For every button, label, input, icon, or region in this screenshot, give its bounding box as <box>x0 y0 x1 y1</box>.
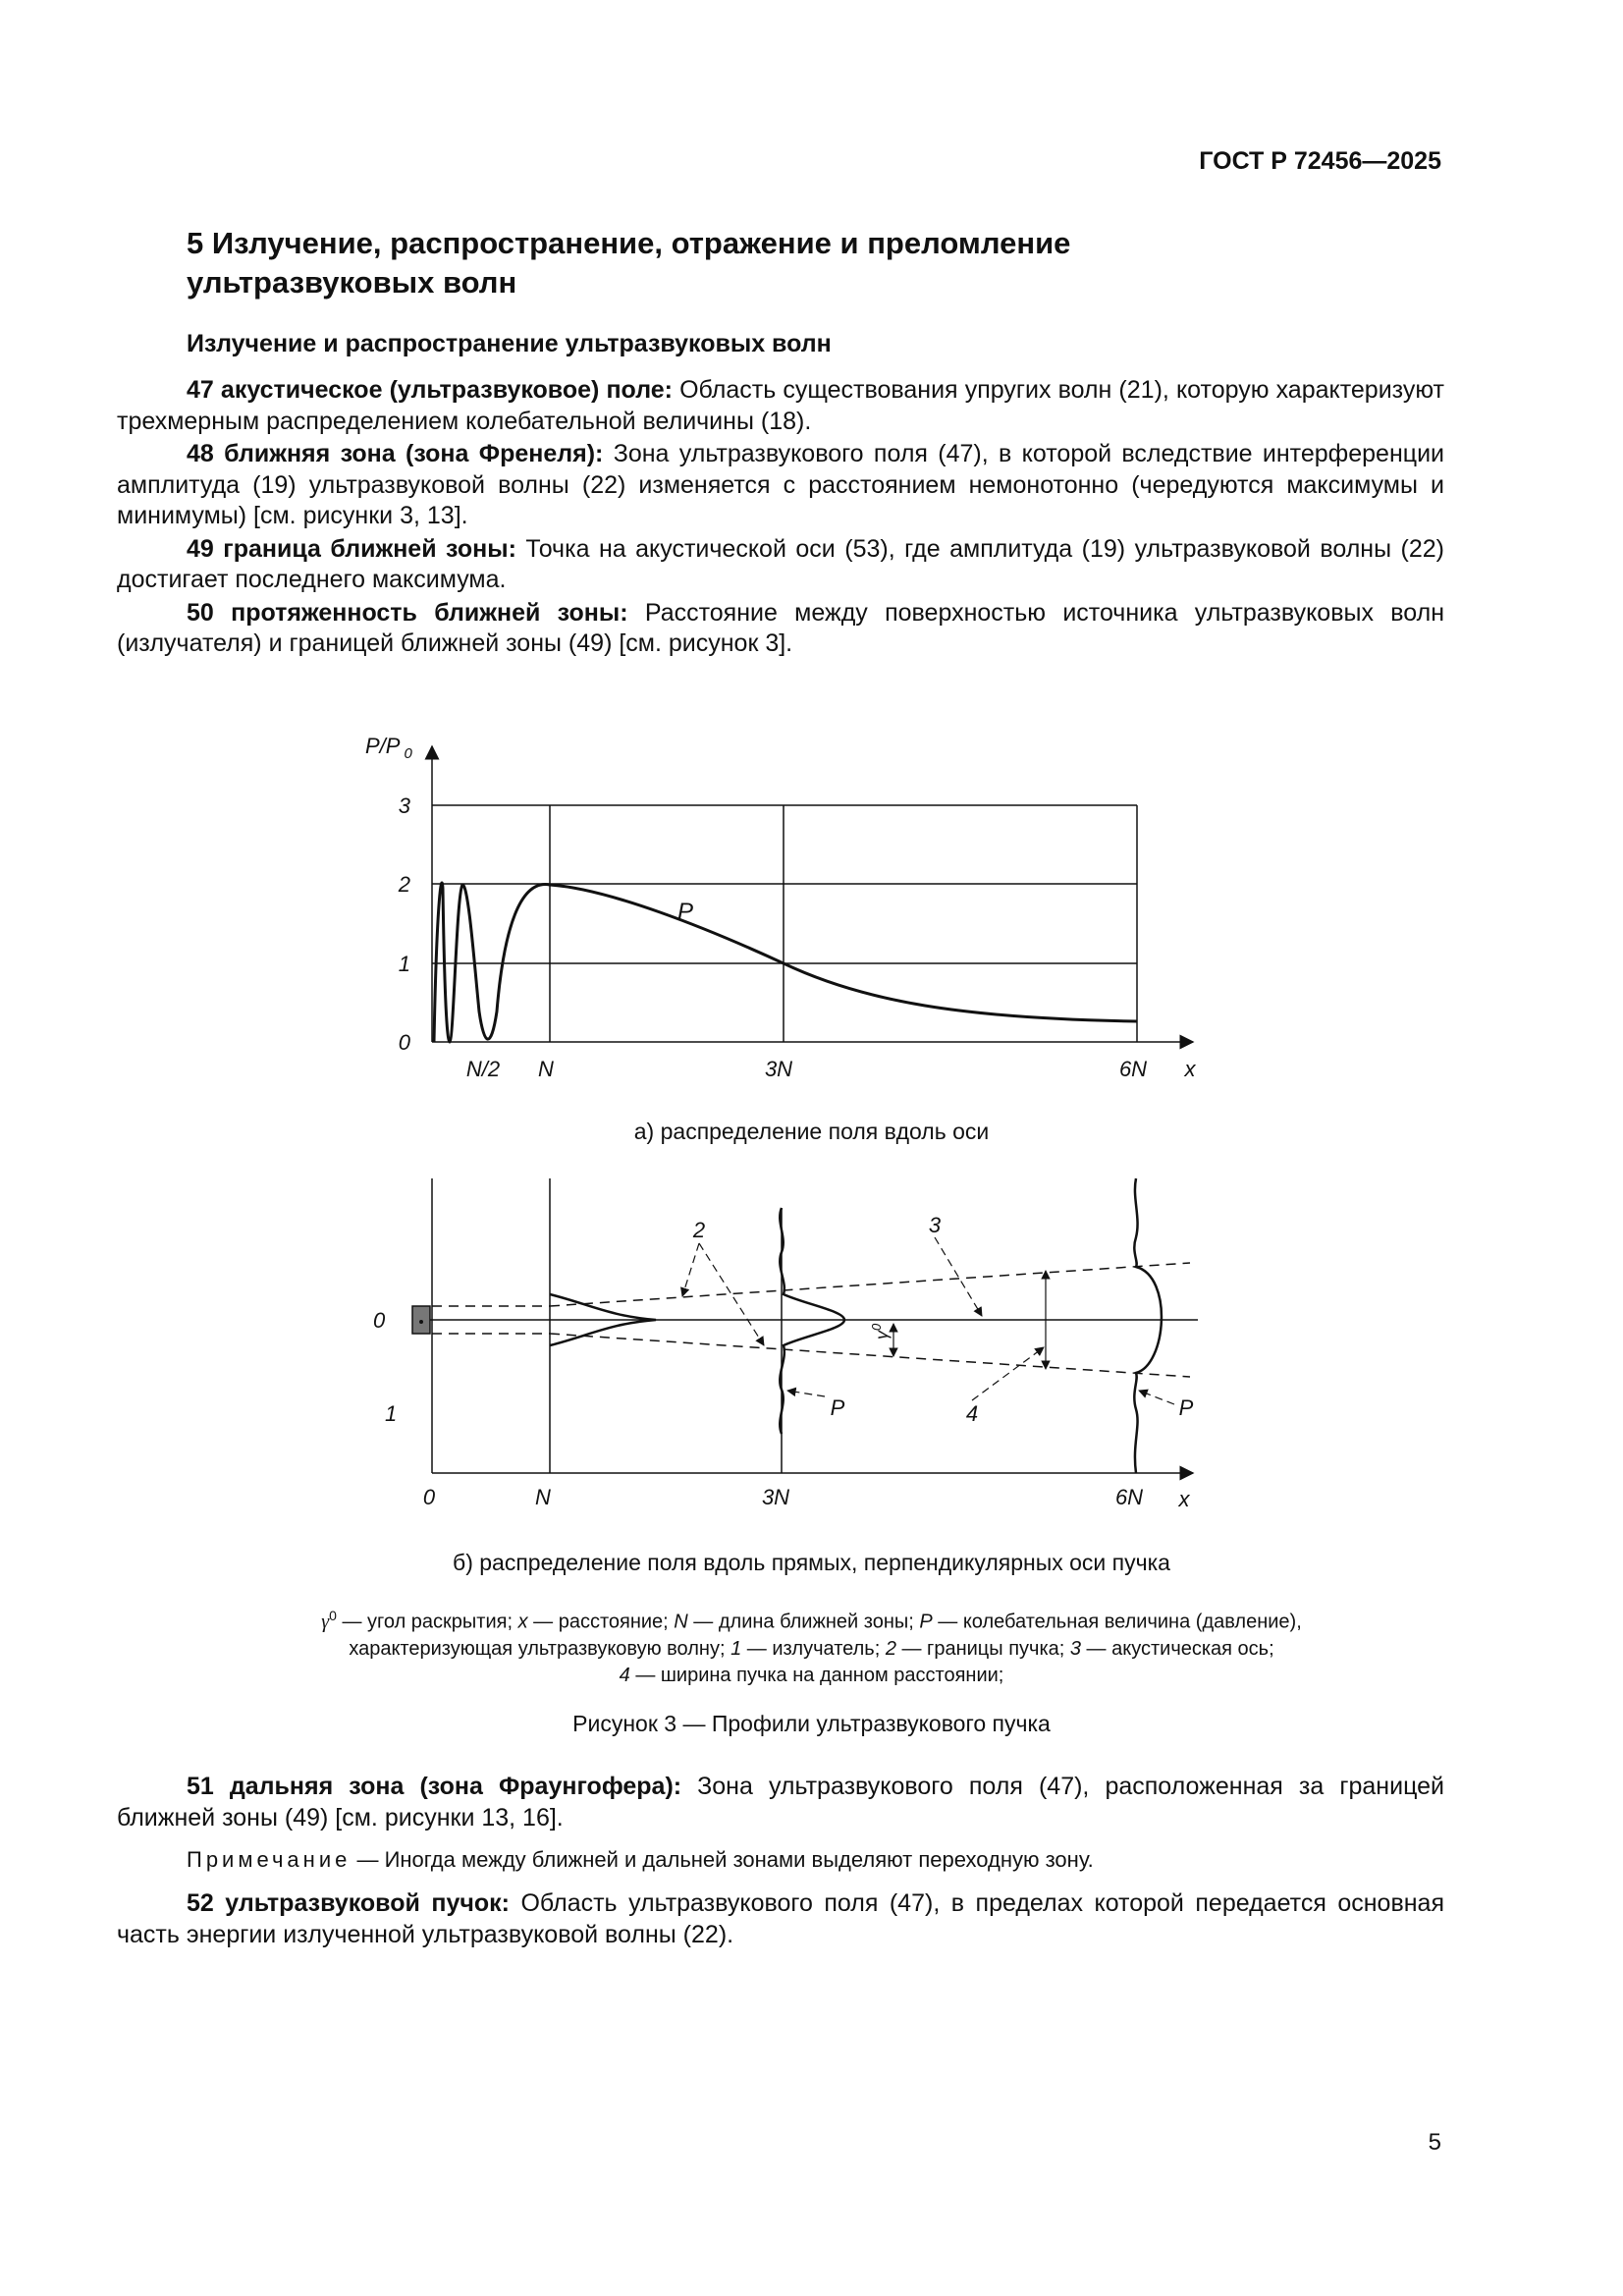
terms-list <box>117 375 1444 662</box>
term-48-definition: Зона ультразвукового поля (47), в которой вследствие интерференции амплитуда (19) ультразвуковой волны (22) изменяется с расстоянием немонотонно (чередуются максимумы и минимумы) [см. рисунки 3, 13]. <box>117 440 1444 529</box>
y-tick-3: 3 <box>398 793 410 818</box>
b-x-tick-3n: 3N <box>761 1485 790 1509</box>
note-text: — Иногда между ближней и дальней зонами выделяют переходную зону. <box>351 1847 1094 1872</box>
term-47 <box>117 375 1444 437</box>
term-49-definition: Точка на акустической оси (53), где амплитуда (19) ультразвуковой волны (22) достигает последнего максимума. <box>117 534 1444 593</box>
term-48 <box>117 439 1444 532</box>
note-label: Примечание <box>187 1847 352 1872</box>
legend-line-3: 4 — ширина пучка на данном расстоянии; <box>619 1664 1004 1686</box>
y-tick-1: 1 <box>398 952 410 976</box>
label-4: 4 <box>965 1401 979 1426</box>
section-title-line2: ультразвуковых волн <box>187 265 517 300</box>
figure-panel-b <box>0 1169 1623 1532</box>
term-52-definition: Область ультразвукового поля (47), в пределах которой передается основная часть энергии излученной ультразвуковой волны (22). <box>117 1889 1444 1948</box>
term-50 <box>117 598 1444 660</box>
b-x-tick-6n: 6N <box>1114 1485 1144 1509</box>
pressure-curve <box>434 883 1137 1042</box>
term-50-name: 50 протяженность ближней зоны: <box>187 598 628 627</box>
legend-line-1: $\gamma^0$ — угол раскрытия; x — расстояние; N — длина ближней зоны; P — колебательная величина (давление), <box>321 1608 1302 1633</box>
label-1: 1 <box>385 1401 398 1426</box>
term-51-name: 51 дальняя зона (зона Фраунгофера): <box>187 1773 682 1800</box>
b-x-tick-n: N <box>535 1485 551 1509</box>
lower-terms <box>117 1772 1444 1952</box>
gamma-label: $\gamma^0$ <box>869 1323 892 1339</box>
term-49 <box>117 534 1444 596</box>
panel-a-y-label: P/P $_0$ <box>365 734 412 762</box>
term-47-name: 47 акустическое (ультразвуковое) поле: <box>187 376 673 404</box>
y-tick-0: 0 <box>398 1030 410 1055</box>
term-47-definition: Область существования упругих волн (21), которую характеризуют трехмерным распределением колебательной величины (18). <box>117 376 1445 435</box>
pointer-p1 <box>787 1391 825 1396</box>
term-49-name: 49 граница ближней зоны: <box>187 534 516 563</box>
axis-zero-label: 0 <box>373 1308 386 1333</box>
pointer-4 <box>972 1347 1044 1400</box>
beam-divergence-lower <box>550 1334 1190 1377</box>
term-51 <box>117 1772 1444 1833</box>
section-title <box>187 224 1365 302</box>
panel-b-caption: б) распределение поля вдоль прямых, перпендикулярных оси пучка <box>453 1550 1170 1575</box>
pointer-p2 <box>1139 1391 1174 1404</box>
label-3: 3 <box>928 1213 942 1237</box>
label-p-6n: P <box>1178 1395 1194 1420</box>
emitter-dot-icon <box>419 1320 423 1324</box>
panel-b-x-label: x <box>1178 1487 1190 1511</box>
term-48-name: 48 ближняя зона (зона Френеля): <box>187 440 604 467</box>
pointer-2-b <box>699 1243 764 1345</box>
term-52 <box>117 1888 1444 1950</box>
subsection-title: Излучение и распространение ультразвуковых волн <box>187 330 832 357</box>
beam-divergence-upper <box>550 1263 1190 1306</box>
x-tick-3n: 3N <box>764 1057 793 1081</box>
x-tick-n: N <box>538 1057 554 1081</box>
curve-label-p: P <box>676 899 694 925</box>
section-title-line1: 5 Излучение, распространение, отражение и преломление <box>187 226 1071 260</box>
figure-panel-a <box>0 717 1623 1100</box>
label-p-3n: P <box>830 1395 845 1420</box>
figure-title: Рисунок 3 — Профили ультразвукового пучка <box>572 1711 1051 1736</box>
panel-a-x-label: x <box>1184 1057 1196 1081</box>
term-50-definition: Расстояние между поверхностью источника ультразвуковых волн (излучателя) и границей ближней зоны (49) [см. рисунок 3]. <box>117 598 1444 657</box>
b-x-tick-0: 0 <box>422 1485 436 1509</box>
document-code: ГОСТ Р 72456—2025 <box>1199 147 1441 175</box>
panel-a-caption: а) распределение поля вдоль оси <box>633 1119 990 1144</box>
note <box>117 1845 1444 1875</box>
x-tick-n-half: N/2 <box>465 1057 501 1081</box>
term-52-name: 52 ультразвуковой пучок: <box>187 1889 510 1917</box>
figure-legend <box>0 1603 1623 1689</box>
legend-line-2: характеризующая ультразвуковую волну; 1 — излучатель; 2 — границы пучка; 3 — акустическая ось; <box>349 1637 1274 1660</box>
x-tick-6n: 6N <box>1118 1057 1148 1081</box>
label-2: 2 <box>692 1218 706 1242</box>
term-51-definition: Зона ультразвукового поля (47), расположенная за границей ближней зоны (49) [см. рисунки 13, 16]. <box>117 1773 1444 1831</box>
y-tick-2: 2 <box>398 872 410 897</box>
pointer-2-a <box>682 1243 699 1296</box>
profile-at-6n <box>1134 1178 1162 1473</box>
pointer-3 <box>935 1237 982 1316</box>
page-number: 5 <box>1428 2129 1441 2156</box>
